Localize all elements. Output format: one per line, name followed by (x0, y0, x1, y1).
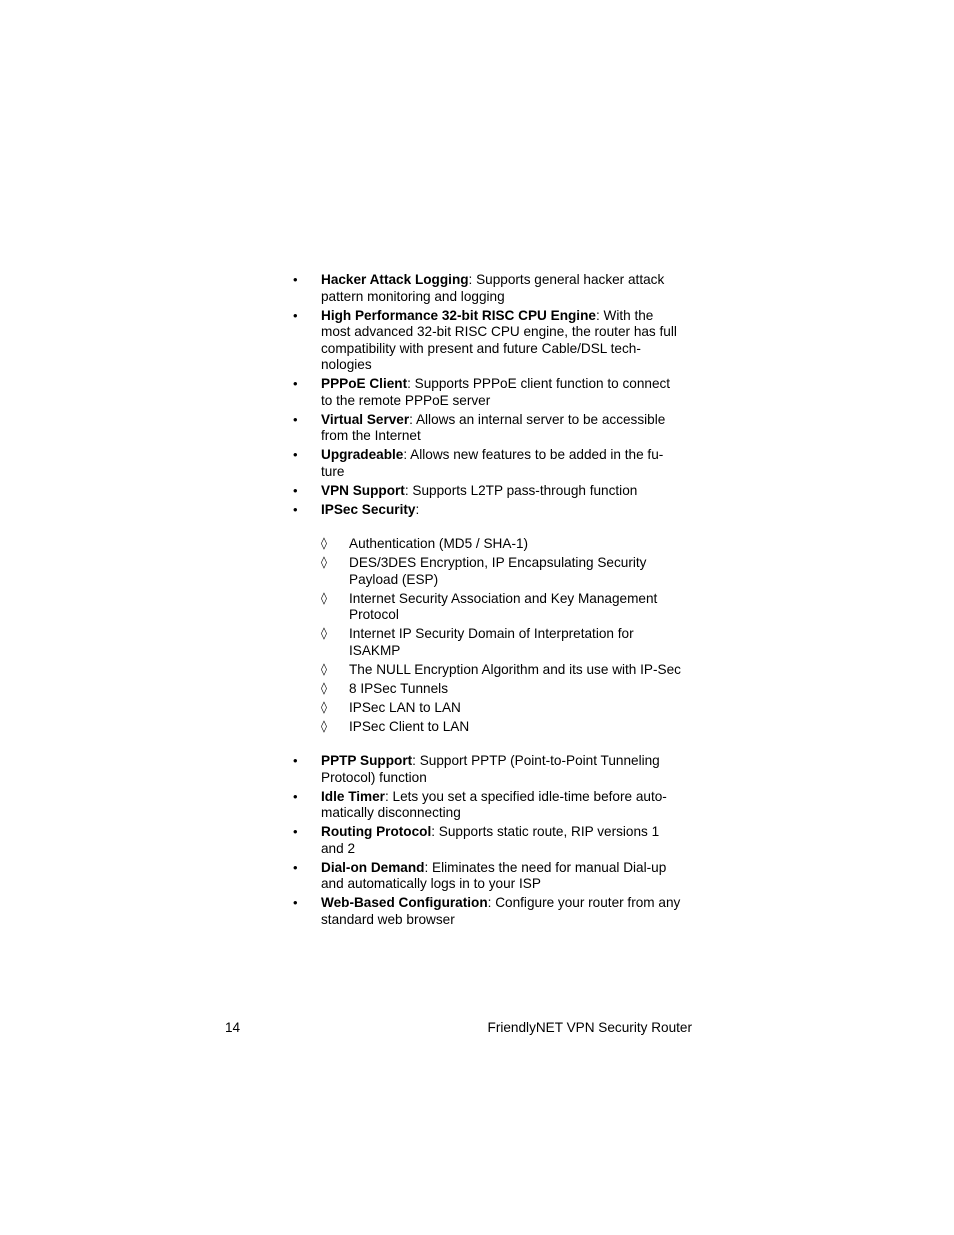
ipsec-item (321, 719, 685, 736)
feature-desc: : (415, 501, 420, 517)
ipsec-item-text: IPSec Client to LAN (349, 718, 470, 734)
feature-desc: : Allows an internal server to be accessible from the Internet (321, 411, 666, 443)
feature-item (293, 753, 685, 786)
ipsec-item-text: The NULL Encryption Algorithm and its use with IP-Sec (349, 661, 681, 677)
feature-desc: : Eliminates the need for manual Dial-up and automatically logs in to your ISP (321, 859, 667, 891)
feature-term: IPSec Security (321, 501, 416, 517)
feature-term: High Performance 32-bit RISC CPU Engine (321, 307, 596, 323)
ipsec-item-text: IPSec LAN to LAN (349, 699, 461, 715)
diamond-icon: ◊ (321, 590, 327, 605)
bullet-icon: • (293, 753, 298, 768)
feature-desc: : Lets you set a specified idle-time before auto-matically disconnecting (321, 788, 667, 820)
feature-item-ipsec (293, 502, 685, 736)
diamond-icon: ◊ (321, 536, 327, 550)
feature-item (293, 308, 685, 374)
ipsec-item-text: 8 IPSec Tunnels (349, 680, 448, 696)
ipsec-item-text: Internet IP Security Domain of Interpretation for ISAKMP (349, 626, 634, 658)
ipsec-item (321, 662, 685, 679)
feature-desc: : Supports L2TP pass-through function (404, 482, 638, 498)
feature-item (293, 272, 685, 305)
page-number: 14 (225, 1020, 241, 1035)
feature-desc: : Supports PPPoE client function to connect to the remote PPPoE server (321, 376, 671, 408)
page-content (293, 272, 685, 931)
feature-term: Virtual Server (321, 411, 410, 427)
feature-term: Web-Based Configuration (321, 895, 488, 910)
bullet-icon: • (293, 895, 298, 910)
ipsec-item (321, 626, 685, 659)
ipsec-item-text: Authentication (MD5 / SHA-1) (349, 536, 529, 551)
feature-term: Idle Timer (321, 788, 385, 804)
ipsec-item (321, 536, 685, 553)
feature-item (293, 860, 685, 893)
bullet-icon: • (293, 788, 298, 804)
bullet-icon: • (293, 411, 298, 427)
feature-item (293, 789, 685, 822)
feature-item (293, 895, 685, 928)
ipsec-item (321, 681, 685, 698)
feature-desc: : Allows new features to be added in the fu-ture (321, 447, 664, 479)
bullet-icon: • (293, 501, 298, 517)
footer-product-name: FriendlyNET VPN Security Router (487, 1020, 692, 1035)
ipsec-item-text: Internet Security Association and Key Management Protocol (349, 590, 658, 622)
bullet-icon: • (293, 859, 298, 875)
feature-item (293, 376, 685, 409)
feature-term: Dial-on Demand (321, 859, 425, 875)
feature-term: PPTP Support (321, 753, 413, 768)
ipsec-item-text: DES/3DES Encryption, IP Encapsulating Security Payload (ESP) (349, 555, 647, 587)
feature-item (293, 824, 685, 857)
feature-term: Routing Protocol (321, 824, 432, 839)
feature-item (293, 447, 685, 480)
feature-desc: : Supports static route, RIP versions 1 and 2 (321, 824, 660, 856)
diamond-icon: ◊ (321, 680, 327, 695)
bullet-icon: • (293, 447, 298, 462)
bullet-icon: • (293, 272, 298, 287)
feature-desc: : Supports general hacker attack pattern monitoring and logging (321, 272, 665, 304)
feature-term: VPN Support (321, 482, 405, 498)
ipsec-item (321, 591, 685, 624)
bullet-icon: • (293, 376, 298, 391)
feature-list-part1 (293, 272, 685, 928)
feature-desc: : With the most advanced 32-bit RISC CPU engine, the router has full compatibility with present and future Cable/DSL tech-nologies (321, 307, 677, 372)
ipsec-sublist (321, 536, 685, 735)
feature-desc: : Configure your router from any standard web browser (321, 895, 681, 927)
ipsec-item (321, 700, 685, 717)
bullet-icon: • (293, 307, 298, 323)
bullet-icon: • (293, 482, 298, 498)
feature-term: Upgradeable (321, 447, 404, 462)
feature-term: Hacker Attack Logging (321, 272, 469, 287)
diamond-icon: ◊ (321, 699, 327, 714)
feature-desc: : Support PPTP (Point-to-Point Tunneling Protocol) function (321, 753, 660, 785)
diamond-icon: ◊ (321, 661, 327, 676)
diamond-icon: ◊ (321, 626, 327, 640)
diamond-icon: ◊ (321, 555, 327, 569)
feature-item (293, 483, 685, 500)
feature-term: PPPoE Client (321, 376, 408, 391)
diamond-icon: ◊ (321, 718, 327, 733)
bullet-icon: • (293, 824, 298, 839)
feature-item (293, 412, 685, 445)
ipsec-item (321, 555, 685, 588)
